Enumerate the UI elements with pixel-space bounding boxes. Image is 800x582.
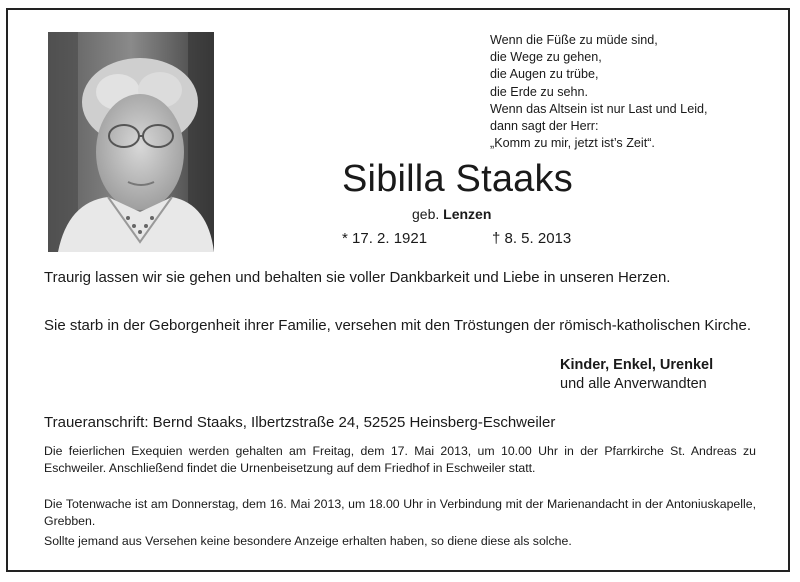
- poem-line: die Wege zu gehen,: [490, 50, 602, 65]
- mourning-address: Traueranschrift: Bernd Staaks, Ilbertzstraße 24, 52525 Heinsberg-Eschweiler: [44, 414, 556, 431]
- mourners-family: Kinder, Enkel, Urenkel: [560, 357, 714, 373]
- mourners: [560, 356, 713, 394]
- death-date: † 8. 5. 2013: [492, 230, 572, 247]
- farewell-paragraph: Traurig lassen wir sie gehen und behalten sie voller Dankbarkeit und Liebe in unseren Herzen.: [44, 269, 671, 286]
- poem-line: „Komm zu mir, jetzt ist’s Zeit“.: [490, 136, 655, 151]
- maiden-name: Lenzen: [443, 206, 492, 222]
- exequies-notice: Die feierlichen Exequien werden gehalten am Freitag, dem 17. Mai 2013, um 10.00 Uhr in der Pfarrkirche St. Andreas zu Eschweiler. Anschließend findet die Urnenbeisetzung auf dem Friedhof in Eschweiler statt.: [44, 444, 756, 475]
- closing-notice: Sollte jemand aus Versehen keine besondere Anzeige erhalten haben, so diene diese als solche.: [44, 534, 572, 548]
- poem-line: Wenn das Altsein ist nur Last und Leid,: [490, 101, 708, 116]
- wake-notice: Die Totenwache ist am Donnerstag, dem 16. Mai 2013, um 18.00 Uhr in Verbindung mit der Marienandacht in der Antoniuskapelle, Grebben.: [44, 497, 756, 528]
- death-circumstances-paragraph: Sie starb in der Geborgenheit ihrer Familie, versehen mit den Tröstungen der römisch-katholischen Kirche.: [44, 317, 752, 334]
- deceased-name: Sibilla Staaks: [342, 158, 573, 200]
- life-dates: [342, 230, 572, 247]
- poem-line: Wenn die Füße zu müde sind,: [490, 33, 658, 47]
- poem: [490, 32, 780, 152]
- poem-line: die Augen zu trübe,: [490, 67, 599, 82]
- poem-line: die Erde zu sehn.: [490, 84, 589, 99]
- portrait-photo: [48, 32, 214, 252]
- maiden-name-line: [412, 206, 491, 222]
- born-prefix: geb.: [412, 206, 440, 222]
- poem-line: dann sagt der Herr:: [490, 119, 599, 134]
- birth-date: * 17. 2. 1921: [342, 230, 428, 247]
- mourners-relatives: und alle Anverwandten: [560, 376, 707, 392]
